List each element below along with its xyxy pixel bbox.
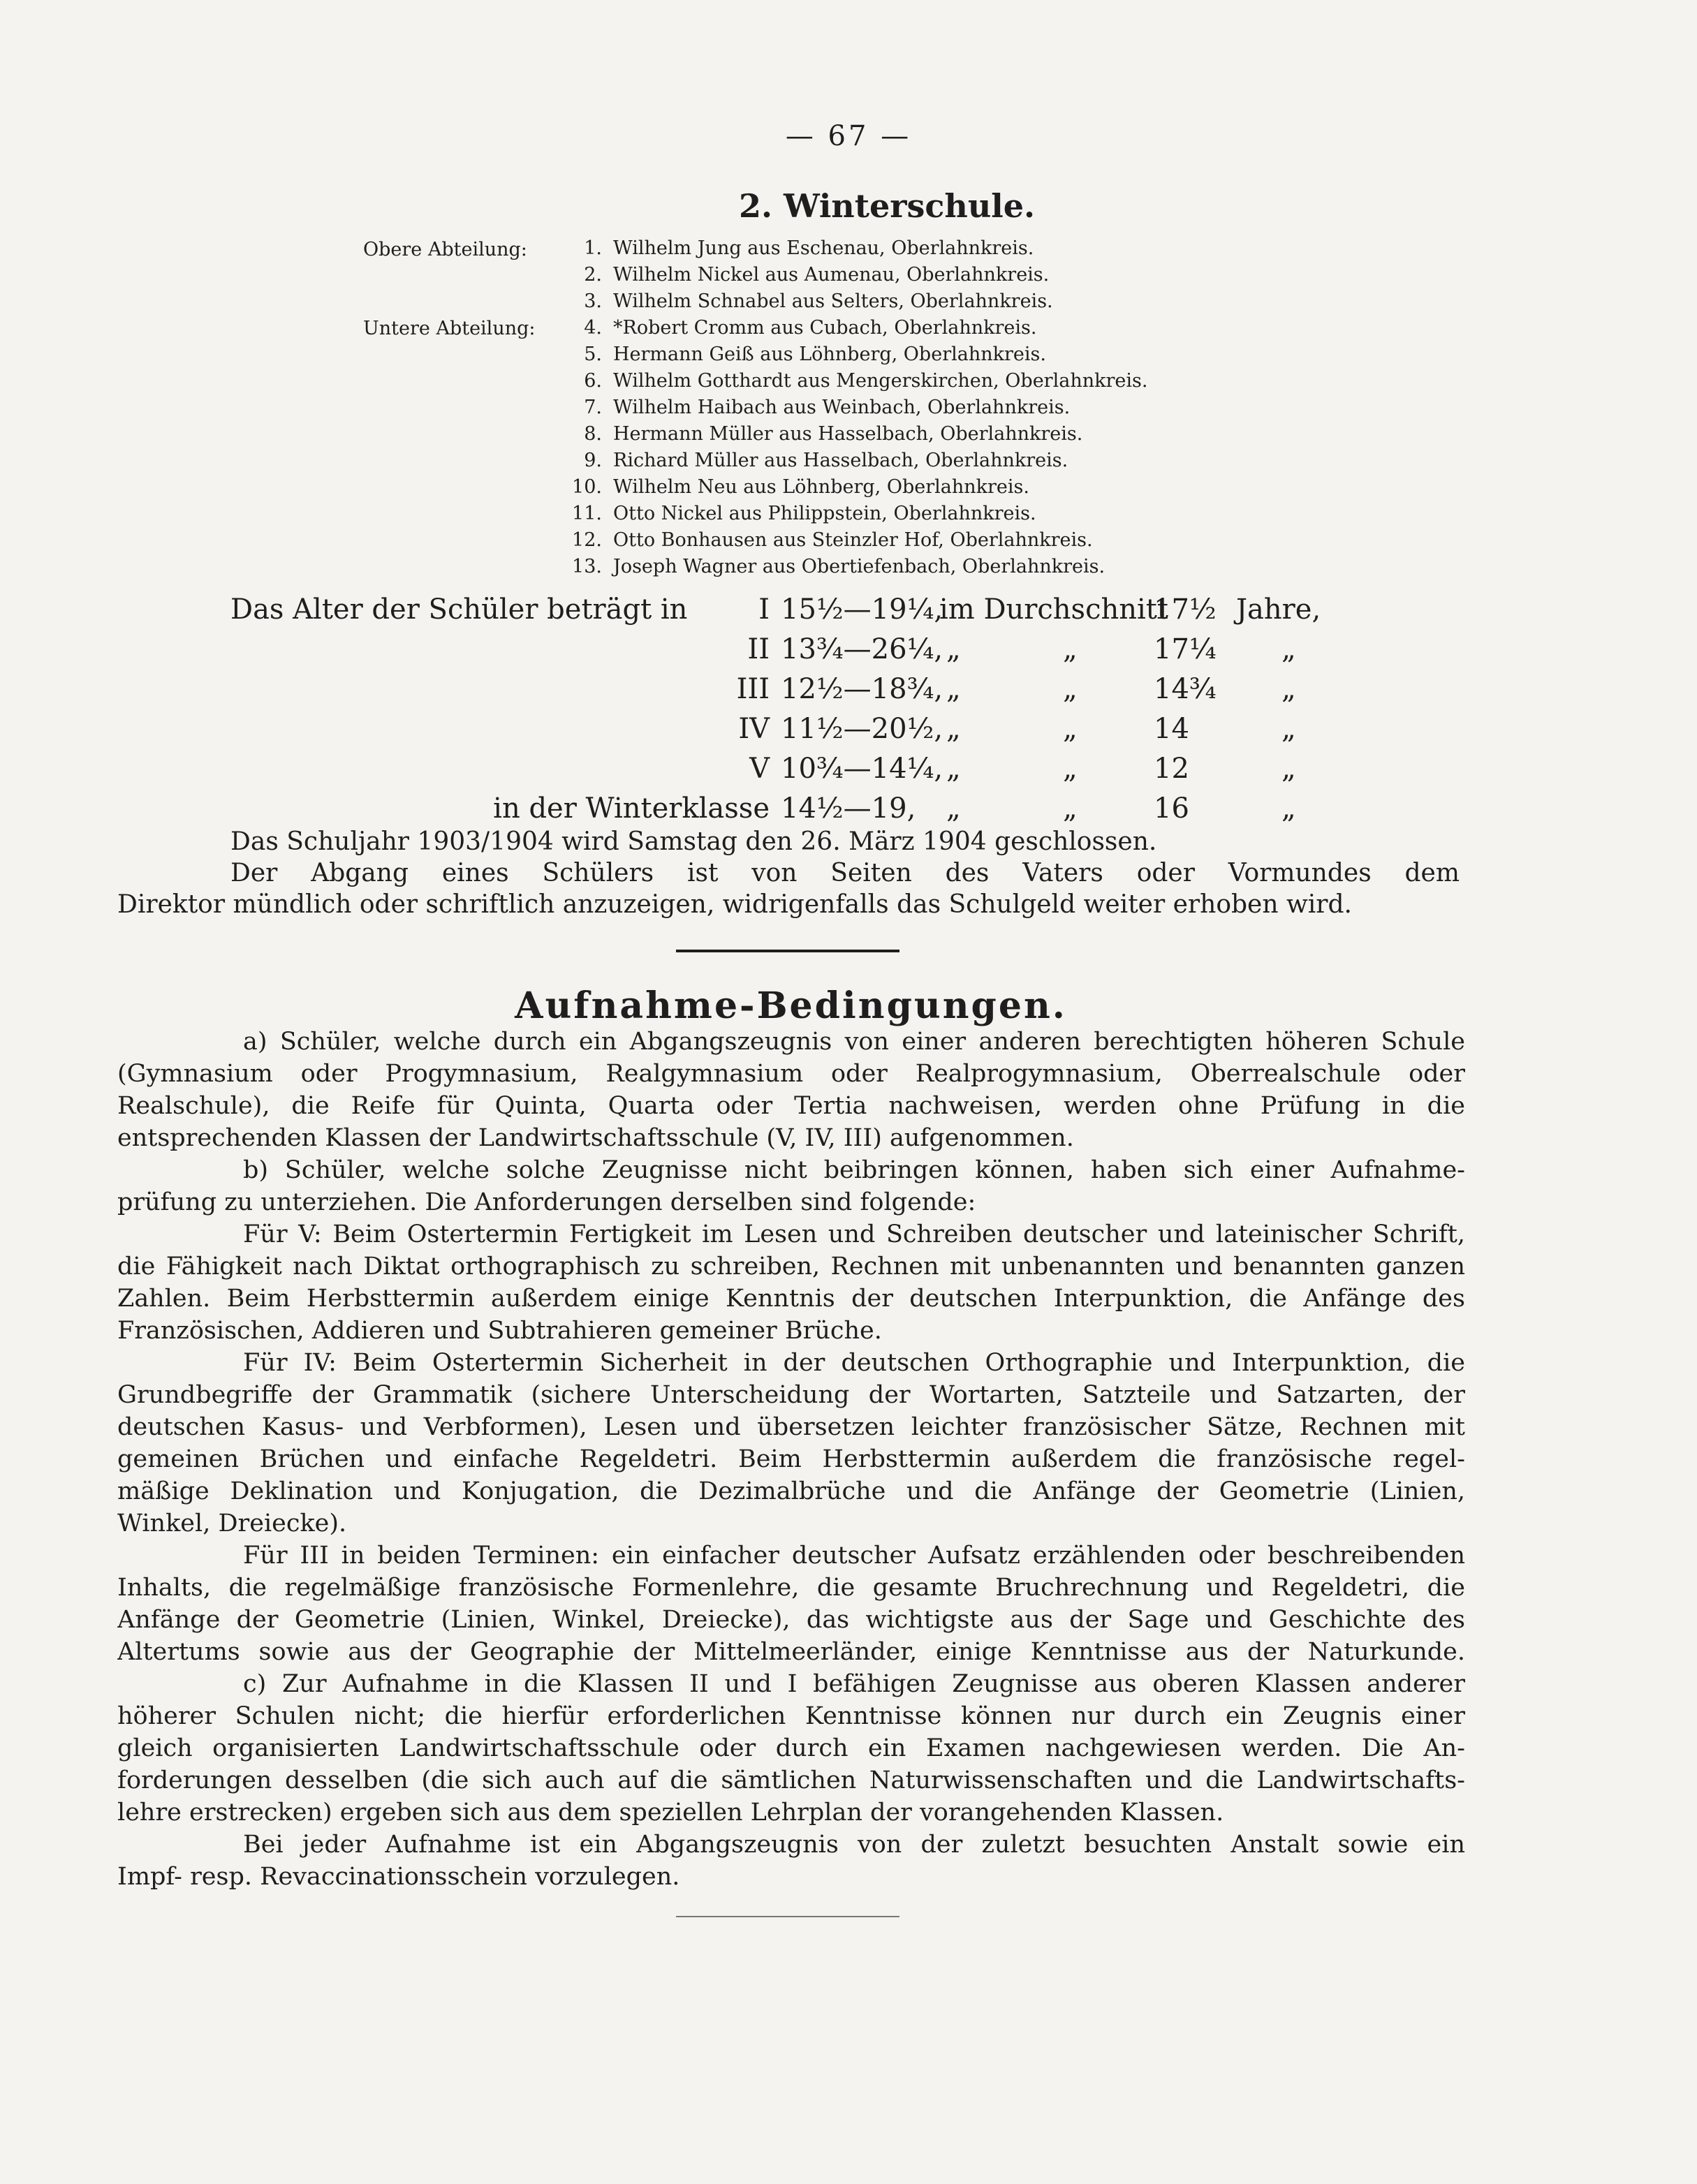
age-range: 11½—20½, [781, 713, 943, 745]
list-item-text: Wilhelm Neu aus Löhnberg, Oberlahnkreis. [613, 476, 1029, 498]
list-item [0, 264, 1697, 289]
age-class: I [758, 593, 770, 626]
text-line: Winkel, Dreiecke). [117, 1510, 347, 1537]
age-average: 12 [1154, 753, 1189, 785]
ditto-mark: „ [946, 792, 961, 825]
page-number: — 67 — [785, 120, 912, 152]
list-item-number: 1. [584, 237, 602, 259]
text-line: die Fähigkeit nach Diktat orthographisch zu schreiben, Rechnen mit unbenannten und benannten ganzen [117, 1253, 1465, 1281]
withdrawal-notice-line: Der Abgang eines Schülers ist von Seiten des Vaters oder Vormundes dem [230, 859, 1460, 887]
text-line: a) Schüler, welche durch ein Abgangszeugnis von einer anderen berechtigten höheren Schule [243, 1028, 1465, 1056]
list-item-text: Richard Müller aus Hasselbach, Oberlahnkreis. [613, 450, 1068, 471]
list-item [0, 423, 1697, 448]
age-average: 17¼ [1154, 633, 1217, 665]
age-unit: Jahre, [1236, 593, 1321, 626]
ditto-mark: „ [1281, 633, 1296, 665]
table-row [0, 713, 1697, 748]
list-item-number: 13. [572, 556, 602, 577]
list-item-text: Wilhelm Jung aus Eschenau, Oberlahnkreis. [613, 237, 1034, 259]
ditto-mark: „ [1281, 673, 1296, 705]
text-line: mäßige Deklination und Konjugation, die Dezimalbrüche und die Anfänge der Geometrie (Linien, [117, 1477, 1465, 1505]
list-item [0, 237, 1697, 263]
text-line: Realschule), die Reife für Quinta, Quarta oder Tertia nachweisen, werden ohne Prüfung in die [117, 1092, 1465, 1120]
text-line: prüfung zu unterziehen. Die Anforderungen derselben sind folgende: [117, 1188, 976, 1216]
age-range: 15½—19¼, [781, 593, 943, 626]
list-item-number: 2. [584, 264, 602, 286]
school-year-line: Das Schuljahr 1903/1904 wird Samstag den 26. März 1904 geschlossen. [230, 827, 1157, 856]
text-line: forderungen desselben (die sich auch auf die sämtlichen Naturwissenschaften und die Landwirtschafts- [117, 1766, 1465, 1794]
list-item-text: Joseph Wagner aus Obertiefenbach, Oberlahnkreis. [613, 556, 1105, 577]
text-line: Zahlen. Beim Herbsttermin außerdem einige Kenntnis der deutschen Interpunktion, die Anfänge des [117, 1285, 1465, 1313]
list-item-number: 8. [584, 423, 602, 445]
list-item [0, 476, 1697, 501]
list-item-number: 12. [572, 529, 602, 551]
age-intro-text: Das Alter der Schüler beträgt in [230, 593, 688, 626]
ditto-mark: „ [1063, 753, 1078, 785]
section-title-admission: Aufnahme-Bedingungen. [515, 984, 1067, 1027]
text-line: Für III in beiden Terminen: ein einfacher deutscher Aufsatz erzählenden oder beschreibenden [243, 1542, 1465, 1570]
table-row [0, 593, 1697, 628]
text-line: Grundbegriffe der Grammatik (sichere Unterscheidung der Wortarten, Satzteile und Satzarten, der [117, 1381, 1465, 1409]
text-line: Französischen, Addieren und Subtrahieren gemeiner Brüche. [117, 1317, 882, 1345]
group-label-lower: Untere Abteilung: [363, 318, 536, 339]
list-item-number: 7. [584, 397, 602, 418]
text-line: (Gymnasium oder Progymnasium, Realgymnasium oder Realprogymnasium, Oberrealschule oder [117, 1060, 1465, 1088]
text-line: Bei jeder Aufnahme ist ein Abgangszeugnis von der zuletzt besuchten Anstalt sowie ein [243, 1831, 1465, 1859]
ditto-mark: „ [1063, 792, 1078, 825]
age-range: 13¾—26¼, [781, 633, 943, 665]
table-row [0, 753, 1697, 788]
list-item-text: Wilhelm Schnabel aus Selters, Oberlahnkreis. [613, 290, 1053, 312]
withdrawal-notice-line: Direktor mündlich oder schriftlich anzuzeigen, widrigenfalls das Schulgeld weiter erhoben wird. [117, 890, 1352, 919]
list-item [0, 556, 1697, 581]
list-item-number: 4. [584, 317, 602, 339]
section-divider [676, 950, 899, 952]
ditto-mark: „ [1063, 633, 1078, 665]
group-label-upper: Obere Abteilung: [363, 239, 527, 260]
list-item-text: Wilhelm Gotthardt aus Mengerskirchen, Oberlahnkreis. [613, 370, 1148, 392]
section-title-winterschule: 2. Winterschule. [738, 187, 1036, 225]
text-line: Inhalts, die regelmäßige französische Formenlehre, die gesamte Bruchrechnung und Regeldetri, die [117, 1574, 1465, 1602]
end-divider [676, 1916, 899, 1917]
list-item-number: 6. [584, 370, 602, 392]
age-class: in der Winterklasse [493, 792, 770, 825]
age-class: V [749, 753, 770, 785]
ditto-mark: „ [1063, 713, 1078, 745]
text-line: lehre erstrecken) ergeben sich aus dem speziellen Lehrplan der vorangehenden Klassen. [117, 1799, 1224, 1827]
text-line: gleich organisierten Landwirtschaftsschule oder durch ein Examen nachgewiesen werden. Die An- [117, 1734, 1465, 1762]
ditto-mark: „ [1281, 792, 1296, 825]
table-row [0, 792, 1697, 827]
text-line: Anfänge der Geometrie (Linien, Winkel, Dreiecke), das wichtigste aus der Sage und Geschichte des [117, 1606, 1465, 1634]
age-average: 14 [1154, 713, 1189, 745]
age-average: 16 [1154, 792, 1189, 825]
list-item [0, 317, 1697, 342]
text-line: Für V: Beim Ostertermin Fertigkeit im Lesen und Schreiben deutscher und lateinischer Schrift, [243, 1220, 1465, 1248]
text-line: Impf- resp. Revaccinationsschein vorzulegen. [117, 1863, 680, 1891]
text-line: c) Zur Aufnahme in die Klassen II und I befähigen Zeugnisse aus oberen Klassen anderer [243, 1670, 1465, 1698]
ditto-mark: „ [946, 633, 961, 665]
text-line: höherer Schulen nicht; die hierfür erforderlichen Kenntnisse können nur durch ein Zeugnis einer [117, 1702, 1465, 1730]
text-line: Für IV: Beim Ostertermin Sicherheit in der deutschen Orthographie und Interpunktion, die [243, 1349, 1465, 1377]
text-line: entsprechenden Klassen der Landwirtschaftsschule (V, IV, III) aufgenommen. [117, 1124, 1074, 1152]
list-item-number: 3. [584, 290, 602, 312]
age-range: 14½—19, [781, 792, 916, 825]
text-line: gemeinen Brüchen und einfache Regeldetri. Beim Herbsttermin außerdem die französische regel- [117, 1445, 1465, 1473]
table-row [0, 633, 1697, 668]
age-range: 10¾—14¼, [781, 753, 943, 785]
ditto-mark: „ [1281, 753, 1296, 785]
list-item-number: 10. [572, 476, 602, 498]
ditto-mark: „ [1063, 673, 1078, 705]
list-item [0, 397, 1697, 422]
ditto-mark: „ [1281, 713, 1296, 745]
age-range: 12½—18¾, [781, 673, 943, 705]
list-item [0, 503, 1697, 528]
list-item-text: Wilhelm Haibach aus Weinbach, Oberlahnkreis. [613, 397, 1071, 418]
age-class: II [747, 633, 770, 665]
text-line: Altertums sowie aus der Geographie der Mittelmeerländer, einige Kenntnisse aus der Naturkunde. [117, 1638, 1465, 1666]
list-item-text: Wilhelm Nickel aus Aumenau, Oberlahnkreis. [613, 264, 1050, 286]
list-item [0, 450, 1697, 475]
list-item [0, 344, 1697, 369]
text-line: deutschen Kasus- und Verbformen), Lesen und übersetzen leichter französischer Sätze, Rechnen mit [117, 1413, 1465, 1441]
list-item-text: Otto Bonhausen aus Steinzler Hof, Oberlahnkreis. [613, 529, 1093, 551]
age-class: III [736, 673, 770, 705]
list-item-text: *Robert Cromm aus Cubach, Oberlahnkreis. [613, 317, 1037, 339]
list-item-text: Otto Nickel aus Philippstein, Oberlahnkreis. [613, 503, 1036, 524]
list-item [0, 529, 1697, 554]
list-item-number: 5. [584, 344, 602, 365]
age-class: IV [738, 713, 770, 745]
list-item-text: Hermann Müller aus Hasselbach, Oberlahnkreis. [613, 423, 1083, 445]
age-average-label: im Durchschnitt [939, 593, 1168, 626]
ditto-mark: „ [946, 753, 961, 785]
list-item [0, 370, 1697, 395]
table-row [0, 673, 1697, 708]
list-item-number: 11. [572, 503, 602, 524]
text-line: b) Schüler, welche solche Zeugnisse nicht beibringen können, haben sich einer Aufnahme- [243, 1156, 1465, 1184]
age-average: 17½ [1154, 593, 1217, 626]
list-item-text: Hermann Geiß aus Löhnberg, Oberlahnkreis. [613, 344, 1046, 365]
age-average: 14¾ [1154, 673, 1217, 705]
ditto-mark: „ [946, 673, 961, 705]
list-item-number: 9. [584, 450, 602, 471]
ditto-mark: „ [946, 713, 961, 745]
list-item [0, 290, 1697, 316]
